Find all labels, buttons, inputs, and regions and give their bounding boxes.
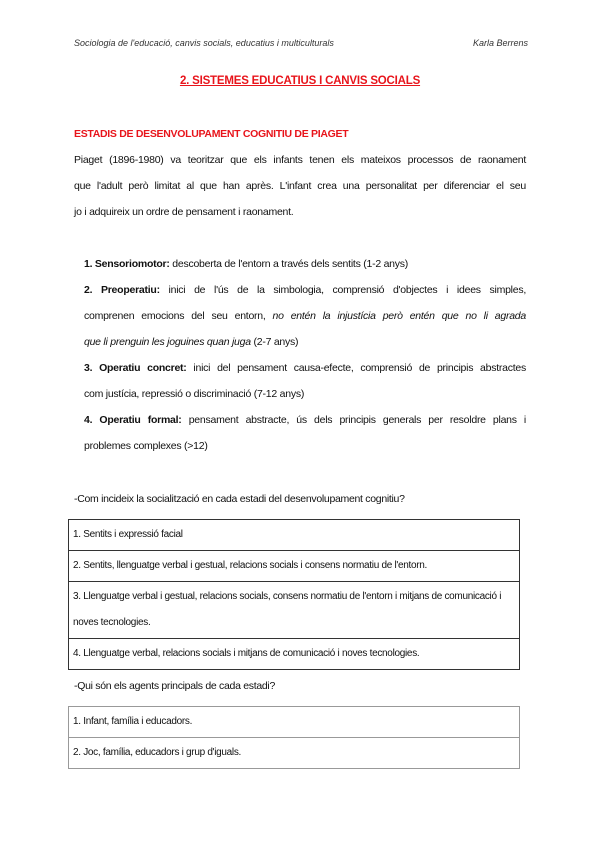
- table-cell: 2. Sentits, llenguatge verbal i gestual, relacions socials i consens normatiu de l'entorn.: [69, 551, 520, 582]
- table-row: [69, 738, 520, 769]
- stage-text: comprenen emocions del seu entorn,: [84, 310, 273, 322]
- stage-label: 3. Operatiu concret:: [84, 362, 187, 374]
- table-cell: 1. Infant, família i educadors.: [69, 707, 520, 738]
- table-cell: 3. Llenguatge verbal i gestual, relacions socials, consens normatiu de l'entorn i mitjans de comunicació i noves tecnologies.: [69, 582, 520, 639]
- stage-text-line: com justícia, repressió o discriminació (7-12 anys): [84, 388, 305, 400]
- header-author: Karla Berrens: [472, 38, 528, 48]
- stage-text: (2-7 anys): [250, 336, 299, 348]
- page-title: 2. SISTEMES EDUCATIUS I CANVIS SOCIALS: [179, 75, 421, 87]
- table-row: [69, 520, 520, 551]
- stage-text: pensament abstracte, ús dels principis generals per resoldre plans i: [188, 414, 526, 426]
- stage-item: [84, 414, 526, 426]
- stage-text-line: problemes complexes (>12): [84, 440, 208, 452]
- section-heading: ESTADIS DE DESENVOLUPAMENT COGNITIU DE PIAGET: [74, 128, 349, 140]
- stage-text-italic: que li prenguin les joguines quan juga: [84, 336, 251, 348]
- stage-item: [84, 362, 526, 374]
- stage-text: inici del pensament causa-efecte, comprensió de principis abstractes: [193, 362, 526, 374]
- stage-text: descoberta de l'entorn a través dels sentits (1-2 anys): [172, 258, 408, 270]
- intro-line: Piaget (1896-1980) va teoritzar que els infants tenen els mateixos processos de raonament: [74, 154, 526, 166]
- table-row: [69, 582, 520, 639]
- stage-label: 2. Preoperatiu:: [84, 284, 160, 296]
- table-row: [69, 639, 520, 670]
- stage-text-line: [84, 310, 526, 322]
- table-cell: 2. Joc, família, educadors i grup d'iguals.: [69, 738, 520, 769]
- stage-label: 4. Operatiu formal:: [84, 414, 182, 426]
- stage-label: 1. Sensoriomotor:: [84, 258, 170, 270]
- question-agents: -Qui són els agents principals de cada estadi?: [74, 680, 275, 692]
- question-socialization: -Com incideix la socialització en cada estadi del desenvolupament cognitiu?: [74, 493, 405, 505]
- header-course-title: Sociologia de l'educació, canvis socials, educatius i multiculturals: [74, 38, 334, 48]
- intro-line: que l'adult però limitat al que han après. L'infant crea una personalitat per diferenciar el seu: [74, 180, 526, 192]
- stage-text: inici de l'ús de la simbologia, comprensió d'objectes i idees simples,: [168, 284, 527, 296]
- stage-text-italic: no entén la injustícia però entén que no li agrada: [272, 310, 526, 322]
- agents-table: [68, 706, 520, 769]
- stage-item: [84, 258, 526, 270]
- table-row: [69, 551, 520, 582]
- intro-line: jo i adquireix un ordre de pensament i raonament.: [74, 206, 294, 218]
- stage-item: [84, 284, 526, 296]
- table-cell: 1. Sentits i expressió facial: [69, 520, 520, 551]
- table-row: [69, 707, 520, 738]
- stage-text-line: [84, 336, 526, 348]
- table-cell: 4. Llenguatge verbal, relacions socials i mitjans de comunicació i noves tecnologies.: [69, 639, 520, 670]
- socialization-table: [68, 519, 520, 670]
